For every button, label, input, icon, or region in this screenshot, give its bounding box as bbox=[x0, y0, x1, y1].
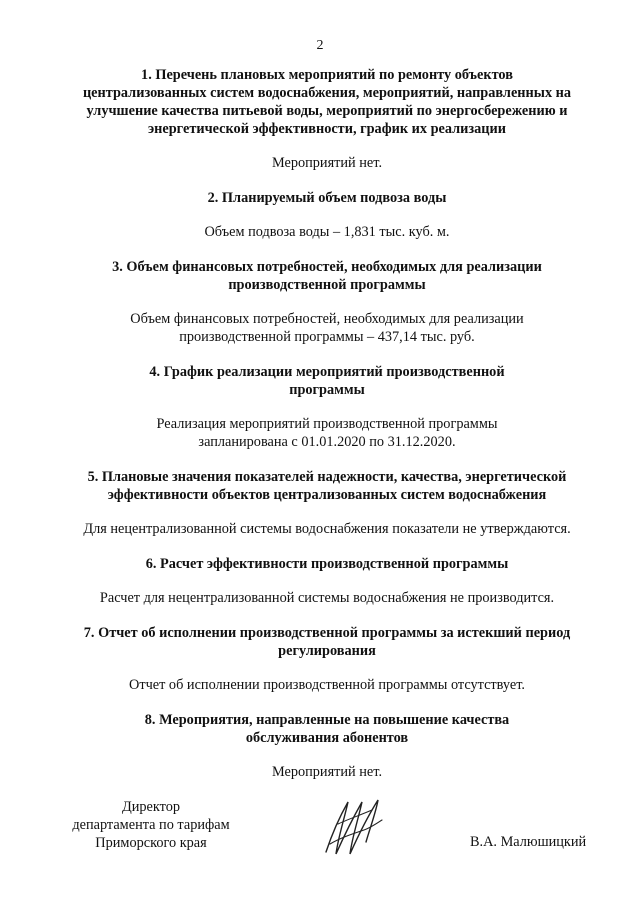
section-5 bbox=[62, 468, 592, 538]
section-3 bbox=[62, 258, 592, 346]
section-text: Объем финансовых потребностей, необходимых для реализации производственной программы – 437,14 тыс. руб. bbox=[130, 311, 524, 345]
section-heading: 5. Плановые значения показателей надежности, качества, энергетической эффективности объектов централизованных систем водоснабжения bbox=[87, 469, 567, 503]
section-heading: 8. Мероприятия, направленные на повышение качества обслуживания абонентов bbox=[144, 712, 510, 746]
section-4 bbox=[62, 363, 592, 451]
page-number: 2 bbox=[316, 38, 324, 53]
signer-name: В.А. Малюшицкий bbox=[470, 834, 587, 850]
section-text: Объем подвоза воды – 1,831 тыс. куб. м. bbox=[204, 224, 450, 240]
section-heading: 1. Перечень плановых мероприятий по ремонту объектов централизованных систем водоснабжения, мероприятий, направленных на улучшение качества питьевой воды, мероприятий по энергосбережению и энергетической эффективности, график их реализации bbox=[82, 67, 572, 137]
section-text: Реализация мероприятий производственной программы запланирована с 01.01.2020 по 31.12.2020. bbox=[156, 416, 498, 450]
section-7 bbox=[62, 624, 592, 694]
section-text: Отчет об исполнении производственной программы отсутствует. bbox=[129, 677, 525, 693]
section-text: Для нецентрализованной системы водоснабжения показатели не утверждаются. bbox=[83, 521, 571, 537]
section-8 bbox=[62, 711, 592, 781]
section-text: Мероприятий нет. bbox=[271, 155, 383, 171]
section-text: Расчет для нецентрализованной системы водоснабжения не производится. bbox=[99, 590, 555, 606]
handwritten-signature bbox=[318, 794, 390, 864]
section-1 bbox=[62, 66, 592, 172]
section-heading: 7. Отчет об исполнении производственной программы за истекший период регулирования bbox=[83, 625, 571, 659]
section-2 bbox=[62, 189, 592, 241]
document-body bbox=[62, 66, 592, 798]
section-heading: 3. Объем финансовых потребностей, необходимых для реализации производственной программы bbox=[112, 259, 542, 293]
signer-title: Директор департамента по тарифам Приморского края bbox=[72, 799, 230, 851]
section-heading: 4. График реализации мероприятий производственной программы bbox=[149, 364, 505, 398]
section-heading: 6. Расчет эффективности производственной программы bbox=[145, 556, 509, 572]
section-6 bbox=[62, 555, 592, 607]
signature-block bbox=[0, 798, 640, 868]
section-text: Мероприятий нет. bbox=[271, 764, 383, 780]
section-heading: 2. Планируемый объем подвоза воды bbox=[207, 190, 447, 206]
